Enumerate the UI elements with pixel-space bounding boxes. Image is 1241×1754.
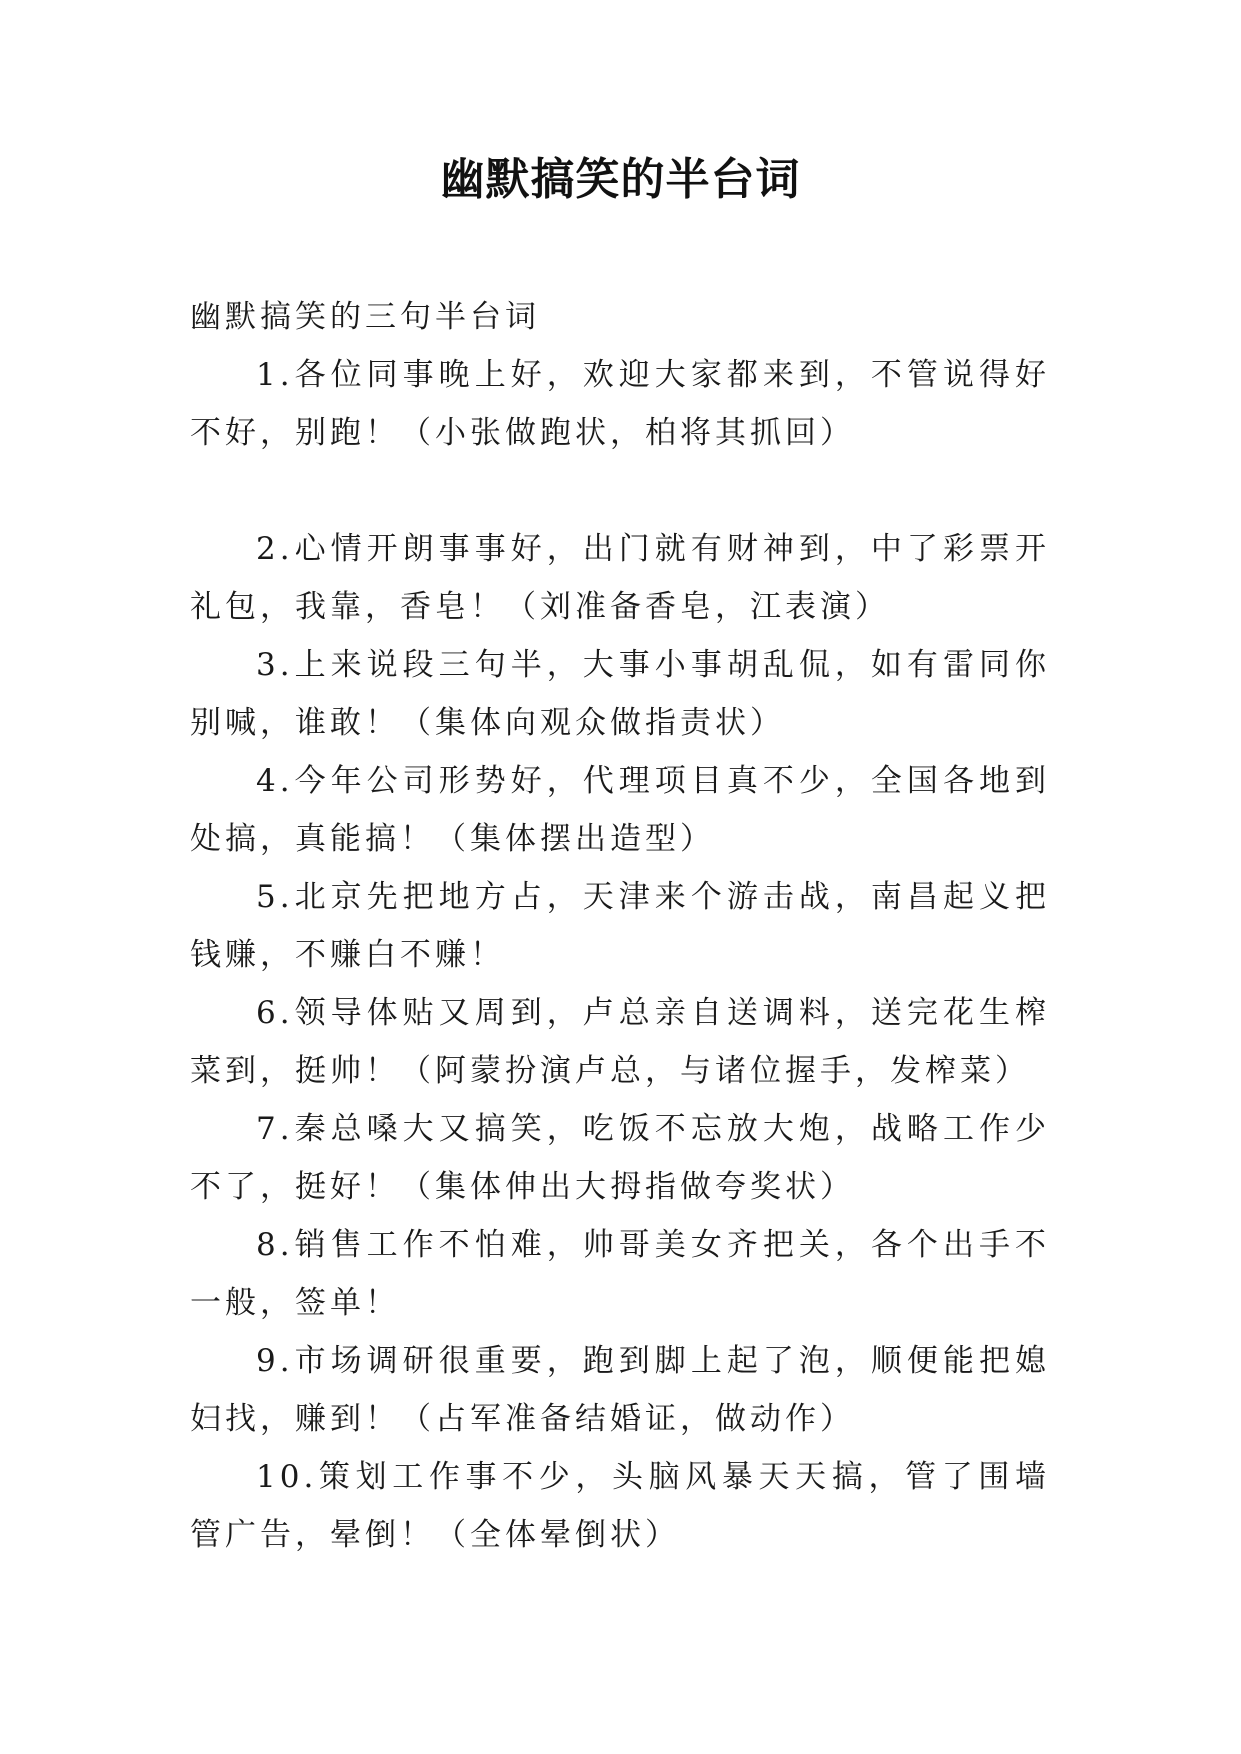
- document-title: 幽默搞笑的半台词: [440, 154, 801, 205]
- document-body: [190, 288, 1050, 1564]
- list-item: 10.策划工作事不少，头脑风暴天天搞，管了围墙管广告，晕倒！（全体晕倒状）: [190, 1459, 1050, 1553]
- list-item: 9.市场调研很重要，跑到脚上起了泡，顺便能把媳妇找，赚到！（占军准备结婚证，做动作）: [190, 1343, 1050, 1437]
- list-item: 6.领导体贴又周到，卢总亲自送调料，送完花生榨菜到，挺帅！（阿蒙扮演卢总，与诸位握手，发榨菜）: [190, 995, 1050, 1089]
- list-item: 1.各位同事晚上好，欢迎大家都来到，不管说得好不好，别跑！（小张做跑状，柏将其抓回）: [190, 357, 1050, 451]
- list-item: 2.心情开朗事事好，出门就有财神到，中了彩票开礼包，我靠，香皂！（刘准备香皂，江表演）: [190, 531, 1050, 625]
- list-item: 7.秦总嗓大又搞笑，吃饭不忘放大炮，战略工作少不了，挺好！（集体伸出大拇指做夸奖状）: [190, 1111, 1050, 1205]
- list-item: 4.今年公司形势好，代理项目真不少，全国各地到处搞，真能搞！（集体摆出造型）: [190, 763, 1050, 857]
- list-item: 5.北京先把地方占，天津来个游击战，南昌起义把钱赚，不赚白不赚！: [190, 879, 1050, 973]
- section-heading: 幽默搞笑的三句半台词: [190, 299, 540, 335]
- list-item: 8.销售工作不怕难，帅哥美女齐把关，各个出手不一般，签单！: [190, 1227, 1050, 1321]
- list-item: 3.上来说段三句半，大事小事胡乱侃，如有雷同你别喊，谁敢！（集体向观众做指责状）: [190, 647, 1050, 741]
